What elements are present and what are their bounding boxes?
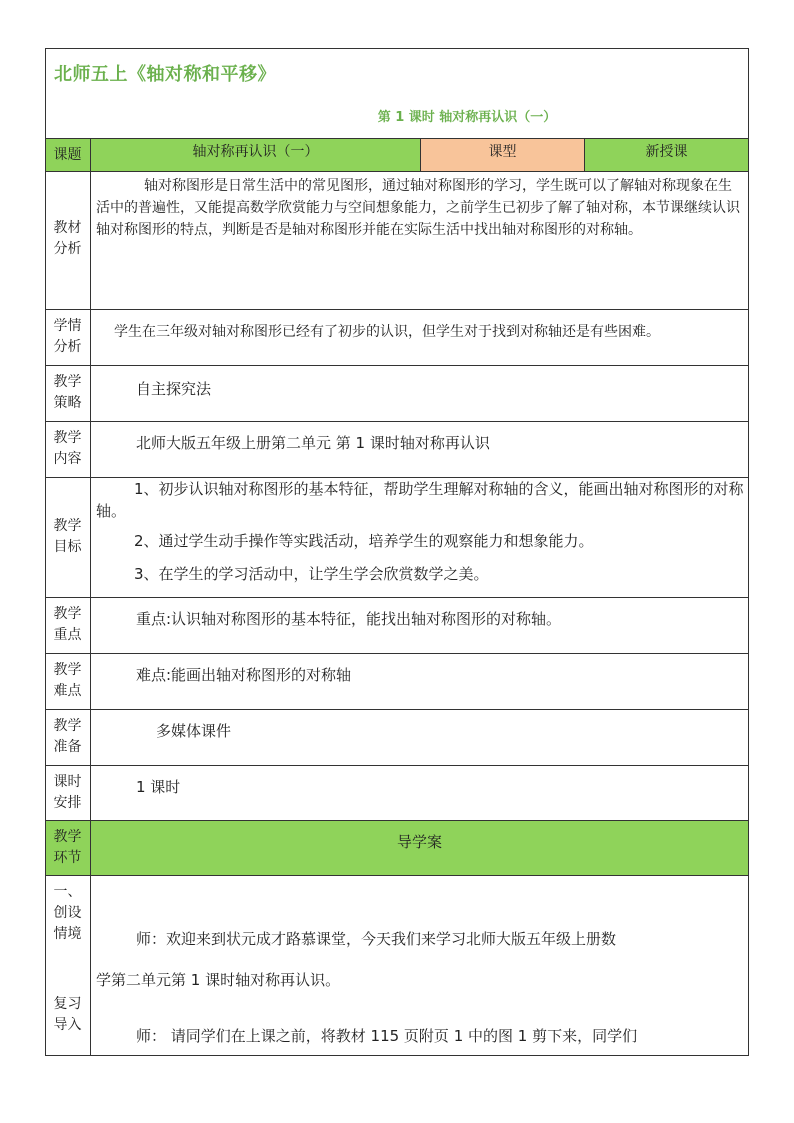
strategy-text: 自主探究法 [136, 380, 212, 398]
process-text: 导学案 [396, 833, 442, 851]
preparation-label-line-1: 教学 [53, 718, 82, 734]
goal-item-1: 1、初步认识轴对称图形的基本特征，帮助学生理解对称轴的含义，能画出轴对称图形的对称轴。 [96, 480, 744, 520]
students-label-line-2: 分析 [53, 339, 82, 355]
process-label [45, 827, 90, 869]
content-label [45, 428, 90, 470]
students-label [45, 316, 90, 358]
rule [45, 653, 749, 654]
column-rule [90, 138, 91, 1056]
schedule-text: 1 课时 [136, 778, 181, 796]
key-point-text: 重点:认识轴对称图形的基本特征，能找出轴对称图形的对称轴。 [136, 610, 562, 628]
rule [45, 820, 749, 821]
material-text: 轴对称图形是日常生活中的常见图形，通过轴对称图形的学习，学生既可以了解轴对称现象在生活中的普遍性，又能提高数学欣赏能力与空间想象能力，之前学生已初步了解了轴对称，本节课继续认识轴对称图形的特点，判断是否是轴对称图形并能在实际生活中找出轴对称图形的对称轴。 [96, 178, 740, 238]
schedule-label-line-1: 课时 [53, 774, 82, 790]
goal-item-2: 2、通过学生动手操作等实践活动，培养学生的观察能力和想象能力。 [134, 532, 594, 550]
preparation-label-line-2: 准备 [53, 739, 82, 755]
material-label [45, 218, 90, 260]
difficulty-label-line-1: 教学 [53, 662, 82, 678]
rule [45, 875, 749, 876]
intro-paragraph-2: 学第二单元第 1 课时轴对称再认识。 [96, 971, 341, 989]
content-text: 北师大版五年级上册第二单元 第 1 课时轴对称再认识 [136, 434, 490, 452]
intro-label-line-2: 创设 [53, 905, 82, 921]
rule [45, 421, 749, 422]
key-point-label-line-2: 重点 [53, 627, 82, 643]
schedule-label [45, 772, 90, 814]
review-label-line-2: 导入 [53, 1017, 82, 1033]
key-point-label [45, 604, 90, 646]
intro-label-line-3: 情境 [53, 926, 82, 942]
goals-label-line-2: 目标 [53, 539, 82, 555]
review-label-line-1: 复习 [53, 996, 82, 1012]
students-label-line-1: 学情 [53, 318, 82, 334]
difficulty-label-line-2: 难点 [53, 683, 82, 699]
preparation-text: 多媒体课件 [156, 722, 232, 740]
rule [45, 171, 749, 172]
key-point-label-line-1: 教学 [53, 606, 82, 622]
header-label: 课题 [53, 147, 82, 163]
strategy-label [45, 372, 90, 414]
goals-label [45, 516, 90, 558]
material-label-line-2: 分析 [53, 241, 82, 257]
strategy-label-line-2: 策略 [53, 395, 82, 411]
strategy-label-line-1: 教学 [53, 374, 82, 390]
difficulty-label [45, 660, 90, 702]
rule [45, 597, 749, 598]
review-label [45, 994, 90, 1036]
rule [45, 138, 749, 139]
intro-label [45, 882, 90, 945]
schedule-label-line-2: 安排 [53, 795, 82, 811]
intro-paragraph-1: 师：欢迎来到状元成才路慕课堂，今天我们来学习北师大版五年级上册数 [136, 930, 617, 948]
intro-paragraph-3: 师： 请同学们在上课之前，将教材 115 页附页 1 中的图 1 剪下来，同学们 [136, 1027, 638, 1045]
rule [45, 709, 749, 710]
content-label-line-2: 内容 [53, 451, 82, 467]
type-label: 课型 [488, 144, 517, 160]
process-label-line-2: 环节 [53, 850, 82, 866]
intro-label-line-1: 一、 [53, 884, 82, 900]
rule [45, 309, 749, 310]
document-title: 北师五上《轴对称和平移》 [54, 64, 276, 85]
difficulty-text: 难点:能画出轴对称图形的对称轴 [136, 666, 352, 684]
goal-item-3: 3、在学生的学习活动中，让学生学会欣赏数学之美。 [134, 565, 489, 583]
content-label-line-1: 教学 [53, 430, 82, 446]
process-label-line-1: 教学 [53, 829, 82, 845]
topic-value: 轴对称再认识（一） [192, 144, 319, 160]
goals-label-line-1: 教学 [53, 518, 82, 534]
rule [45, 365, 749, 366]
preparation-label [45, 716, 90, 758]
type-value: 新授课 [645, 144, 688, 160]
lesson-title: 第 1 课时 轴对称再认识（一） [377, 110, 557, 125]
rule [45, 765, 749, 766]
material-label-line-1: 教材 [53, 220, 82, 236]
students-text: 学生在三年级对轴对称图形已经有了初步的认识，但学生对于找到对称轴还是有些困难。 [114, 324, 660, 340]
